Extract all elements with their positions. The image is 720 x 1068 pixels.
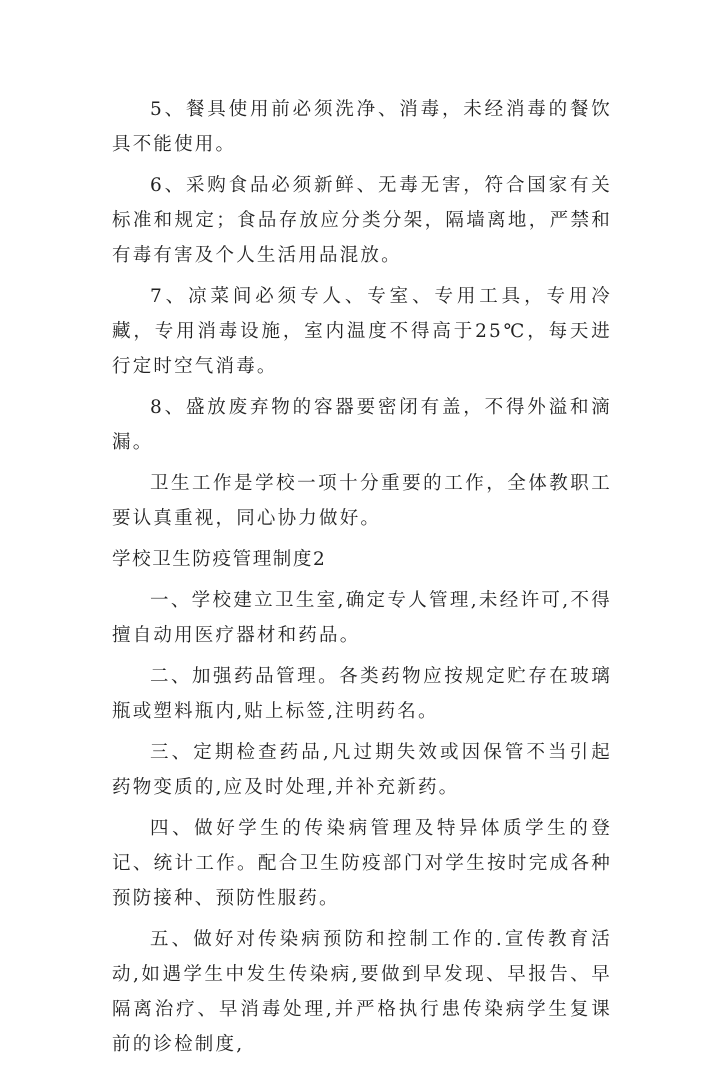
paragraph-item-6: 6、采购食品必须新鲜、无毒无害，符合国家有关标准和规定；食品存放应分类分架，隔墙离地，严禁和有毒有害及个人生活用品混放。 (112, 175, 612, 266)
section-paragraph-3: 三、定期检查药品,凡过期失效或因保管不当引起药物变质的,应及时处理,并补充新药。 (112, 742, 612, 798)
section-paragraph-4: 四、做好学生的传染病管理及特异体质学生的登记、统计工作。配合卫生防疫部门对学生按时完成各种预防接种、预防性服药。 (112, 818, 612, 909)
closing-paragraph: 卫生工作是学校一项十分重要的工作，全体教职工要认真重视，同心协力做好。 (112, 473, 612, 529)
section-title: 学校卫生防疫管理制度2 (112, 549, 327, 570)
paragraph-item-7: 7、凉菜间必须专人、专室、专用工具，专用冷藏，专用消毒设施，室内温度不得高于25℃，每天进行定时空气消毒。 (112, 286, 612, 377)
document-body (112, 92, 612, 1068)
paragraph-item-5: 5、餐具使用前必须洗净、消毒，未经消毒的餐饮具不能使用。 (112, 99, 612, 155)
paragraph-item-8: 8、盛放废弃物的容器要密闭有盖，不得外溢和滴漏。 (112, 397, 612, 453)
section-paragraph-5: 五、做好对传染病预防和控制工作的.宣传教育活动,如遇学生中发生传染病,要做到早发现、早报告、早隔离治疗、早消毒处理,并严格执行患传染病学生复课前的诊检制度, (112, 929, 612, 1055)
section-paragraph-2: 二、加强药品管理。各类药物应按规定贮存在玻璃瓶或塑料瓶内,贴上标签,注明药名。 (112, 666, 612, 722)
section-paragraph-1: 一、学校建立卫生室,确定专人管理,未经许可,不得擅自动用医疗器材和药品。 (112, 590, 612, 646)
